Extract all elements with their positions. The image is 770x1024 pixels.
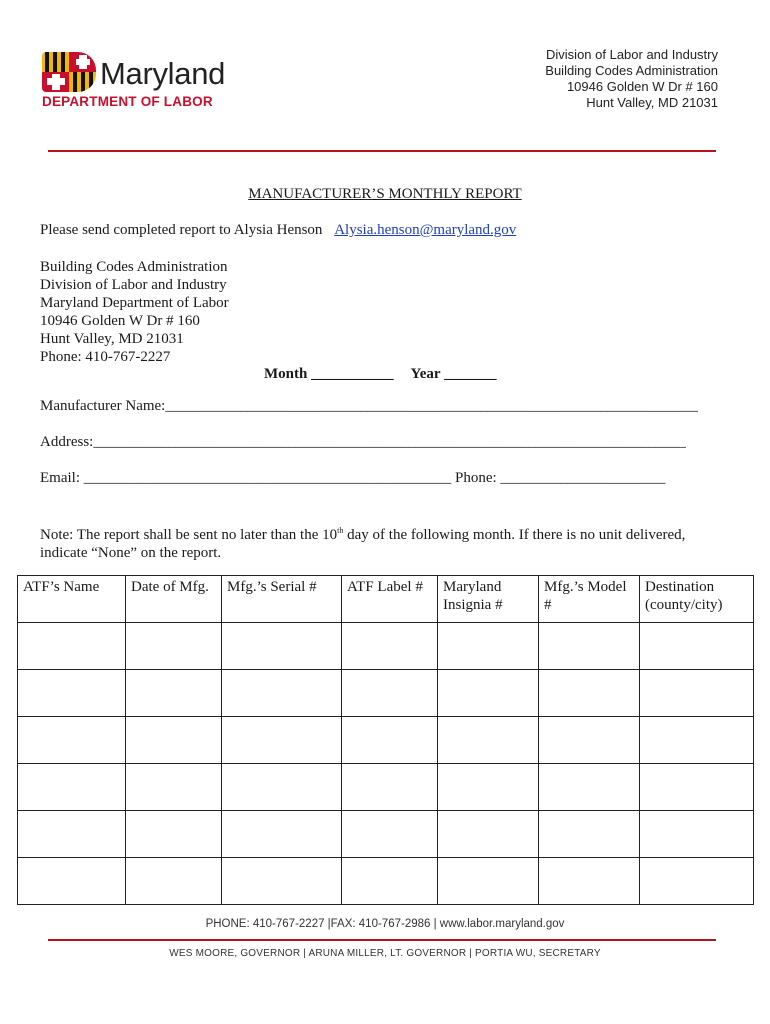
note-text-start: Note: The report shall be sent no later than the 10 (40, 527, 338, 543)
table-cell[interactable] (126, 764, 222, 811)
table-cell[interactable] (222, 623, 342, 670)
month-field[interactable]: Month ___________ (264, 366, 394, 382)
column-header: Destination (county/city) (640, 576, 754, 623)
table-cell[interactable] (640, 764, 754, 811)
column-header: Mfg.’s Model # (539, 576, 640, 623)
table-cell[interactable] (539, 858, 640, 905)
table-cell[interactable] (539, 670, 640, 717)
email-link[interactable]: Alysia.henson@maryland.gov (334, 222, 517, 238)
table-cell[interactable] (18, 670, 126, 717)
table-row (18, 764, 754, 811)
table-cell[interactable] (342, 811, 438, 858)
table-row (18, 670, 754, 717)
manufacturer-name-field[interactable]: Manufacturer Name:_______________________________________________________________________ (40, 398, 698, 414)
table-cell[interactable] (342, 858, 438, 905)
address-line: Maryland Department of Labor (40, 295, 229, 311)
table-cell[interactable] (640, 811, 754, 858)
org-line: 10946 Golden W Dr # 160 (566, 79, 718, 94)
column-header: Maryland Insignia # (438, 576, 539, 623)
table-cell[interactable] (640, 670, 754, 717)
table-cell[interactable] (126, 670, 222, 717)
note-text-end: day of the following month. If there is no unit delivered, indicate “None” on the report. (40, 527, 686, 561)
table-cell[interactable] (438, 717, 539, 764)
address-line: Phone: 410-767-2227 (40, 349, 171, 365)
table-row (18, 623, 754, 670)
column-header: ATF’s Name (18, 576, 126, 623)
footer-officials: WES MOORE, GOVERNOR | ARUNA MILLER, LT. GOVERNOR | PORTIA WU, SECRETARY (169, 948, 601, 959)
table-cell[interactable] (342, 670, 438, 717)
table-cell[interactable] (18, 717, 126, 764)
address-line: Building Codes Administration (40, 259, 228, 275)
column-header: Mfg.’s Serial # (222, 576, 342, 623)
note-superscript: th (337, 526, 344, 535)
table-cell[interactable] (438, 764, 539, 811)
table-body (18, 623, 754, 905)
maryland-flag-icon (42, 52, 96, 92)
table-cell[interactable] (342, 717, 438, 764)
address-line: Hunt Valley, MD 21031 (40, 331, 184, 347)
logo-department-name: DEPARTMENT OF LABOR (42, 94, 213, 109)
table-cell[interactable] (640, 623, 754, 670)
table-cell[interactable] (640, 858, 754, 905)
table-row (18, 811, 754, 858)
table-cell[interactable] (640, 717, 754, 764)
header-divider (48, 150, 716, 152)
table-cell[interactable] (539, 764, 640, 811)
email-phone-field[interactable]: Email: _________________________________________________ Phone: ______________________ (40, 470, 666, 486)
org-line: Building Codes Administration (545, 63, 718, 78)
table-cell[interactable] (438, 623, 539, 670)
report-table (17, 575, 754, 905)
org-line: Hunt Valley, MD 21031 (586, 95, 718, 110)
table-cell[interactable] (222, 764, 342, 811)
month-year-fields (264, 366, 497, 383)
submission-instructions (40, 222, 516, 239)
submission-note (40, 522, 720, 562)
table-cell[interactable] (126, 717, 222, 764)
table-cell[interactable] (438, 811, 539, 858)
table-cell[interactable] (126, 811, 222, 858)
footer-divider (48, 939, 716, 941)
table-cell[interactable] (222, 811, 342, 858)
send-text: Please send completed report to Alysia Henson (40, 222, 323, 238)
table-row (18, 858, 754, 905)
org-line: Division of Labor and Industry (546, 47, 718, 62)
table-cell[interactable] (222, 670, 342, 717)
table-header-row (18, 576, 754, 623)
column-header: ATF Label # (342, 576, 438, 623)
table-row (18, 717, 754, 764)
address-line: Division of Labor and Industry (40, 277, 227, 293)
org-address-block (545, 47, 718, 111)
table-cell[interactable] (18, 858, 126, 905)
table-cell[interactable] (126, 858, 222, 905)
table-cell[interactable] (539, 811, 640, 858)
column-header: Date of Mfg. (126, 576, 222, 623)
logo-wordmark: Maryland (100, 56, 226, 91)
table-cell[interactable] (126, 623, 222, 670)
page-title: MANUFACTURER’S MONTHLY REPORT (248, 186, 522, 202)
table-cell[interactable] (342, 623, 438, 670)
table-cell[interactable] (539, 717, 640, 764)
table-cell[interactable] (438, 670, 539, 717)
address-line: 10946 Golden W Dr # 160 (40, 313, 200, 329)
table-cell[interactable] (18, 764, 126, 811)
table-cell[interactable] (342, 764, 438, 811)
table-cell[interactable] (539, 623, 640, 670)
table-cell[interactable] (438, 858, 539, 905)
footer-contact: PHONE: 410-767-2227 |FAX: 410-767-2986 | www.labor.maryland.gov (205, 918, 565, 930)
table-cell[interactable] (222, 717, 342, 764)
address-field[interactable]: Address:_______________________________________________________________________________ (40, 434, 686, 450)
year-field[interactable]: Year _______ (410, 366, 497, 382)
table-cell[interactable] (18, 811, 126, 858)
table-cell[interactable] (18, 623, 126, 670)
table-cell[interactable] (222, 858, 342, 905)
mailing-address (40, 258, 229, 366)
